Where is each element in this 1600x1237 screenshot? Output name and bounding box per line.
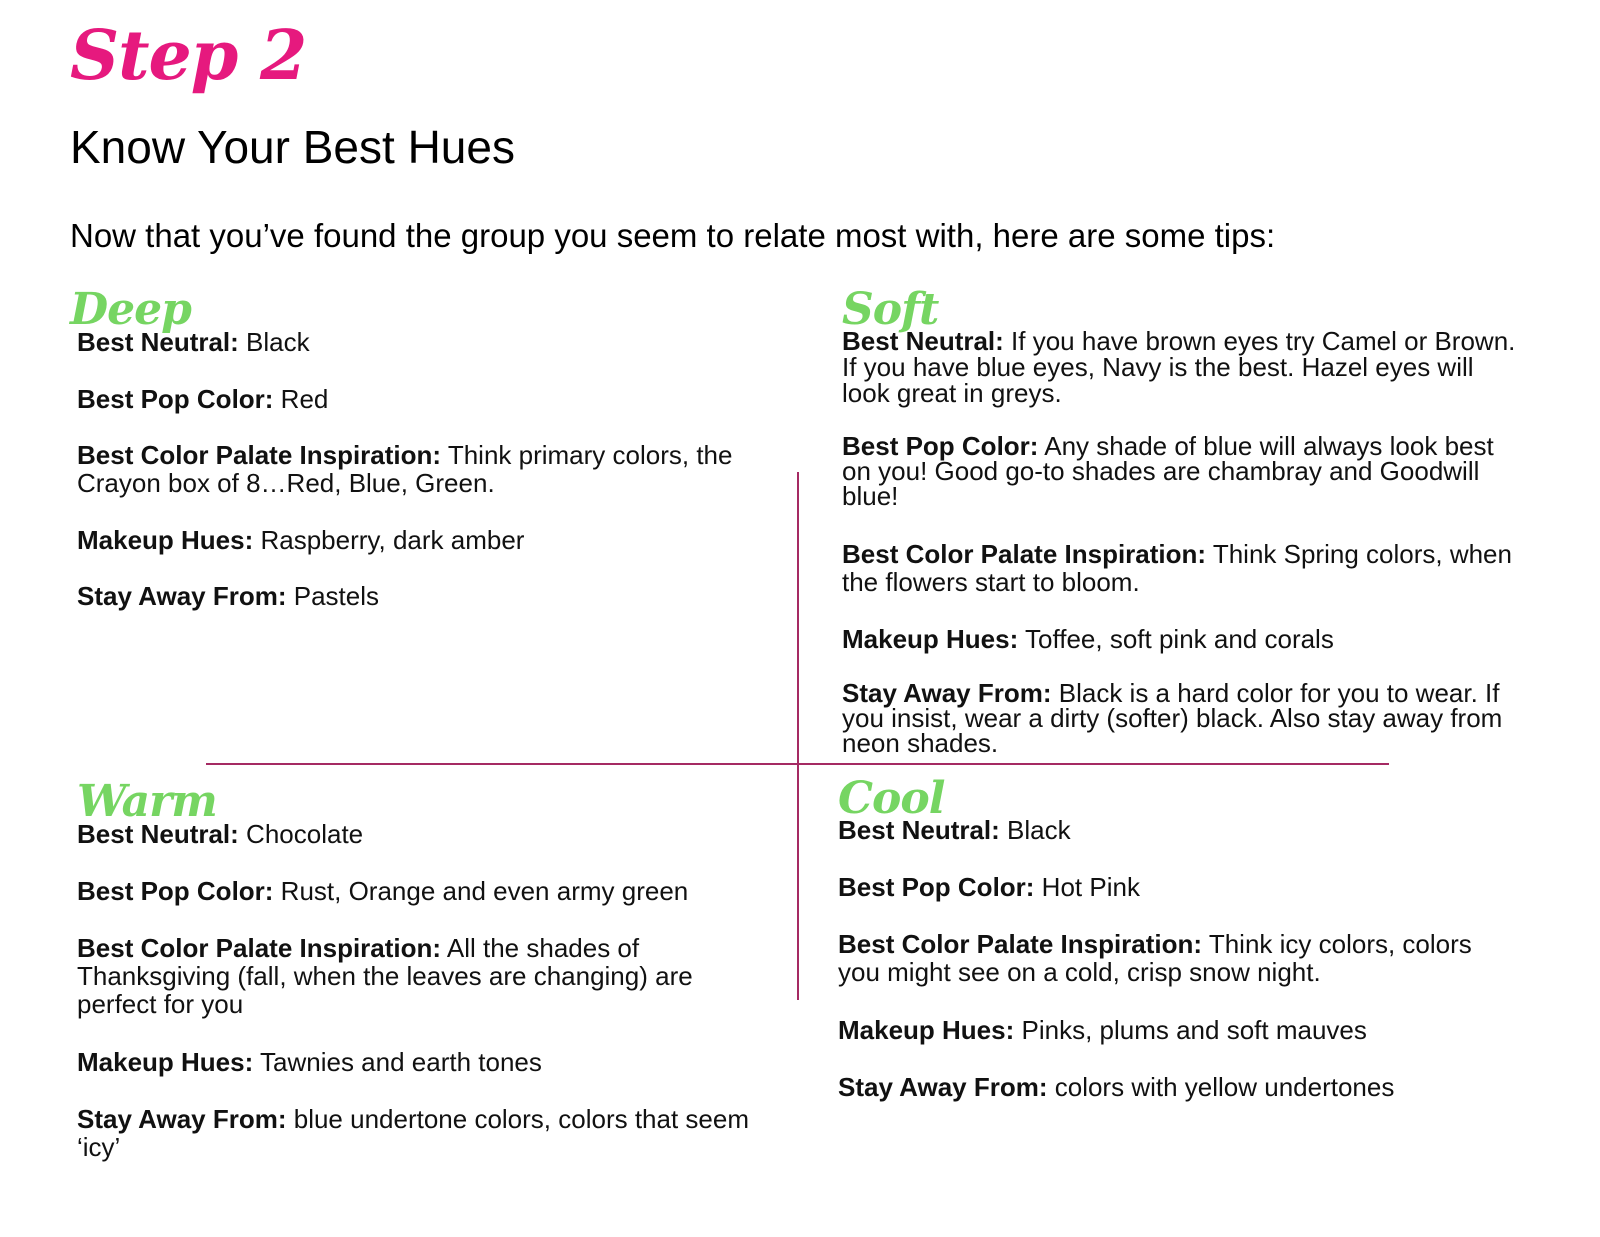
tip-text: Think icy colors, colors you might see on a cold, crisp snow night.	[838, 929, 1472, 987]
tip-text: blue undertone colors, colors that seem ‘icy’	[77, 1104, 749, 1162]
tip-text: Think Spring colors, when the flowers start to bloom.	[842, 539, 1512, 597]
horizontal-divider	[206, 763, 1389, 765]
tip-label: Best Neutral:	[842, 326, 1004, 356]
tip-text: Black	[999, 815, 1071, 845]
tip-label: Best Pop Color:	[77, 384, 274, 414]
cool-best-pop-color	[838, 873, 1518, 901]
tip-text: Black is a hard color for you to wear. If you insist, wear a dirty (softer) black. Also stay away from neon shades.	[842, 678, 1503, 758]
vertical-divider	[797, 472, 799, 1000]
tip-text: Pinks, plums and soft mauves	[1014, 1015, 1367, 1045]
deep-stay-away-from	[77, 582, 757, 610]
intro-text: Now that you’ve found the group you seem to relate most with, here are some tips:	[70, 217, 1276, 254]
tip-label: Makeup Hues:	[77, 1047, 254, 1077]
soft-best-pop-color	[842, 431, 1522, 511]
tip-text: Pastels	[286, 581, 380, 611]
tip-text: Tawnies and earth tones	[253, 1047, 542, 1077]
warm-stay-away-from	[77, 1105, 757, 1161]
page-title: Know Your Best Hues	[70, 121, 515, 173]
section-heading-deep: Deep	[70, 284, 191, 335]
tip-label: Makeup Hues:	[77, 525, 254, 555]
tip-text: All the shades of Thanksgiving (fall, when the leaves are changing) are perfect for you	[77, 933, 693, 1019]
tip-text: Think primary colors, the Crayon box of 8…Red, Blue, Green.	[77, 440, 733, 498]
warm-best-pop-color	[77, 877, 777, 905]
soft-best-neutral	[842, 328, 1522, 406]
soft-palate-inspiration	[842, 540, 1522, 596]
tip-text: Red	[273, 384, 329, 414]
deep-best-pop-color	[77, 385, 757, 413]
tip-label: Stay Away From:	[842, 678, 1052, 708]
section-heading-warm: Warm	[77, 776, 217, 827]
warm-palate-inspiration	[77, 934, 757, 1018]
tip-label: Best Neutral:	[838, 815, 1000, 845]
cool-palate-inspiration	[838, 930, 1518, 986]
tip-label: Best Color Palate Inspiration:	[77, 440, 442, 470]
soft-makeup-hues	[842, 625, 1522, 653]
tip-text: colors with yellow undertones	[1047, 1072, 1395, 1102]
tip-label: Stay Away From:	[77, 581, 287, 611]
tip-label: Best Color Palate Inspiration:	[77, 933, 442, 963]
tip-label: Makeup Hues:	[838, 1015, 1015, 1045]
warm-makeup-hues	[77, 1048, 757, 1076]
tip-label: Best Pop Color:	[842, 431, 1039, 461]
warm-best-neutral	[77, 820, 757, 848]
deep-best-neutral	[77, 328, 757, 356]
tip-text: Raspberry, dark amber	[253, 525, 525, 555]
tip-text: Toffee, soft pink and corals	[1018, 624, 1334, 654]
deep-makeup-hues	[77, 526, 757, 554]
step-heading: Step 2	[70, 16, 307, 96]
tip-label: Stay Away From:	[838, 1072, 1048, 1102]
tip-text: Black	[238, 327, 310, 357]
tip-label: Best Neutral:	[77, 327, 239, 357]
tip-text: If you have brown eyes try Camel or Brown. If you have blue eyes, Navy is the best. Hazel eyes will look great in greys.	[842, 326, 1516, 408]
tip-text: Chocolate	[238, 819, 364, 849]
tip-label: Best Pop Color:	[77, 876, 274, 906]
soft-stay-away-from	[842, 678, 1542, 758]
tip-label: Best Neutral:	[77, 819, 239, 849]
section-heading-cool: Cool	[838, 773, 945, 824]
tip-text: Hot Pink	[1034, 872, 1140, 902]
tip-text: Rust, Orange and even army green	[273, 876, 689, 906]
tip-label: Best Color Palate Inspiration:	[842, 539, 1207, 569]
deep-palate-inspiration	[77, 441, 757, 497]
tip-label: Stay Away From:	[77, 1104, 287, 1134]
section-heading-soft: Soft	[842, 284, 939, 335]
cool-makeup-hues	[838, 1016, 1518, 1044]
tip-text: Any shade of blue will always look best on you! Good go-to shades are chambray and Goodwill blue!	[842, 431, 1494, 511]
tip-label: Best Pop Color:	[838, 872, 1035, 902]
cool-stay-away-from	[838, 1073, 1518, 1101]
tip-label: Best Color Palate Inspiration:	[838, 929, 1203, 959]
tip-label: Makeup Hues:	[842, 624, 1019, 654]
cool-best-neutral	[838, 816, 1518, 844]
